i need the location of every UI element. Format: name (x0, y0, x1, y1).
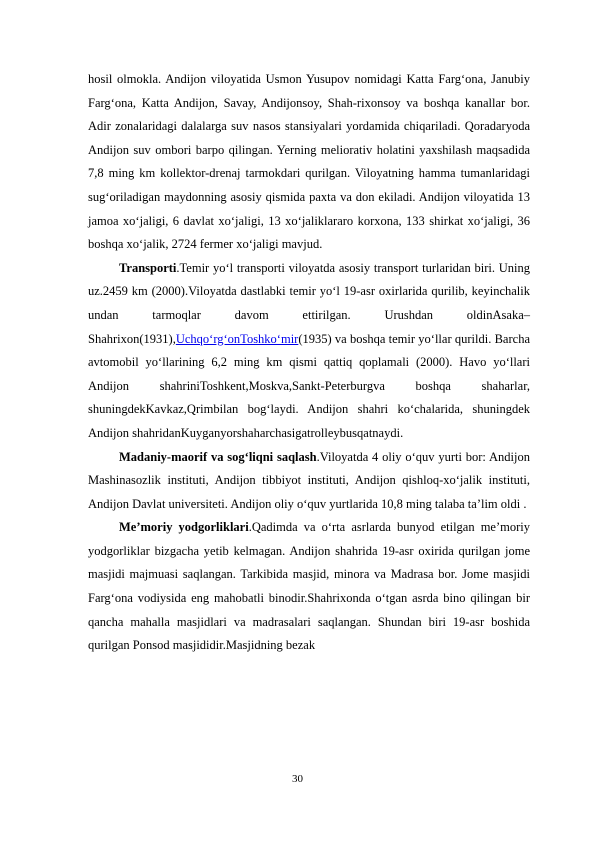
link-uchqorgon-toshkomir[interactable]: Uchqo‘rg‘onToshko‘mir (175, 331, 299, 346)
paragraph-architecture (88, 516, 530, 658)
paragraph-irrigation: hosil olmokla. Andijon viloyatida Usmon Yusupov nomidagi Katta Farg‘ona, Janubiy Farg‘ona, Katta Andijon, Savay, Andijonsoy, Shah-rixonsoy va boshqa kanallar bor. Adir zonalaridagi dalalarga suv nasos stansiyalari yordamida chiqariladi. Qoradaryoda Andijon suv ombori barpo qilingan. Yerning meliorativ holatini yaxshilash maqsadida 7,8 ming km kollektor-drenaj tarmokdari qurilgan. Viloyatning hamma tumanlaridagi sug‘oriladigan maydonning asosiy qismida paxta va don ekiladi. Andijon viloyatida 13 jamoa xo‘jaligi, 6 davlat xo‘jaligi, 13 xo‘jaliklararo korxona, 133 shirkat xo‘jaligi, 36 boshqa xo‘jalik, 2724 fermer xo‘jaligi mavjud. (88, 72, 530, 252)
architecture-text: .Qadimda va o‘rta asrlarda bunyod etilgan me’moriy yodgorliklar bizgacha yetib kelmagan. Andijon shahrida 19-asr oxirida qurilgan jome masjidi majmuasi saqlangan. Tarkibida masjid, minora va Madrasa bor. Jome masjidi Farg‘ona vodiysida eng mahobatli binodir.Shahrixonda o‘tgan asrda bino qilingan bir qancha mahalla masjidlari va madrasalari saqlangan. Shundan biri 19-asr boshida qurilgan Ponsod masjididir.Masjidning bezak (88, 520, 530, 653)
transport-text-part-2: (1935) va boshqa temir yo‘llar qurildi. Barcha avtomobil yo‘llarining 6,2 ming km qismi qattiq qoplamali (2000). Havo yo‘llari Andijon shahriniToshkent,Moskva,Sankt-Peterburgva boshqa shaharlar, shuningdekKavkaz,Qrimbilan bog‘laydi. Andijon shahri ko‘chalarida, shuningdek Andijon shahridanKuyganyorshaharchasigatrolleybusqatnaydi. (88, 331, 530, 440)
paragraph-transport (88, 257, 530, 446)
page-number: 30 (292, 773, 303, 785)
heading-transport: Transporti (119, 260, 177, 275)
transport-text-part-1: .Temir yo‘l transporti viloyatda asosiy transport turlaridan biri. Uning uz.2459 km (2000).Viloyatda dastlabki temir yo‘l 19-asr oxirlarida qurilib, keyinchalik undan tarmoqlar davom ettirilgan. Urushdan oldinAsaka–Shahrixon(1931), (88, 260, 530, 346)
document-body (88, 68, 530, 658)
education-health-text: .Viloyatda 4 oliy o‘quv yurti bor: Andijon Mashinasozlik instituti, Andijon tibbiyot instituti, Andijon qishloq-xo‘jalik instituti, Andijon Davlat universiteti. Andijon oliy o‘quv yurtlarida 10,8 ming talaba ta’lim oldi . (88, 449, 530, 511)
heading-education-health: Madaniy-maorif va sog‘liqni saqlash (119, 449, 317, 464)
paragraph-education-health (88, 446, 530, 517)
heading-architecture: Me’moriy yodgorliklari (119, 520, 249, 535)
